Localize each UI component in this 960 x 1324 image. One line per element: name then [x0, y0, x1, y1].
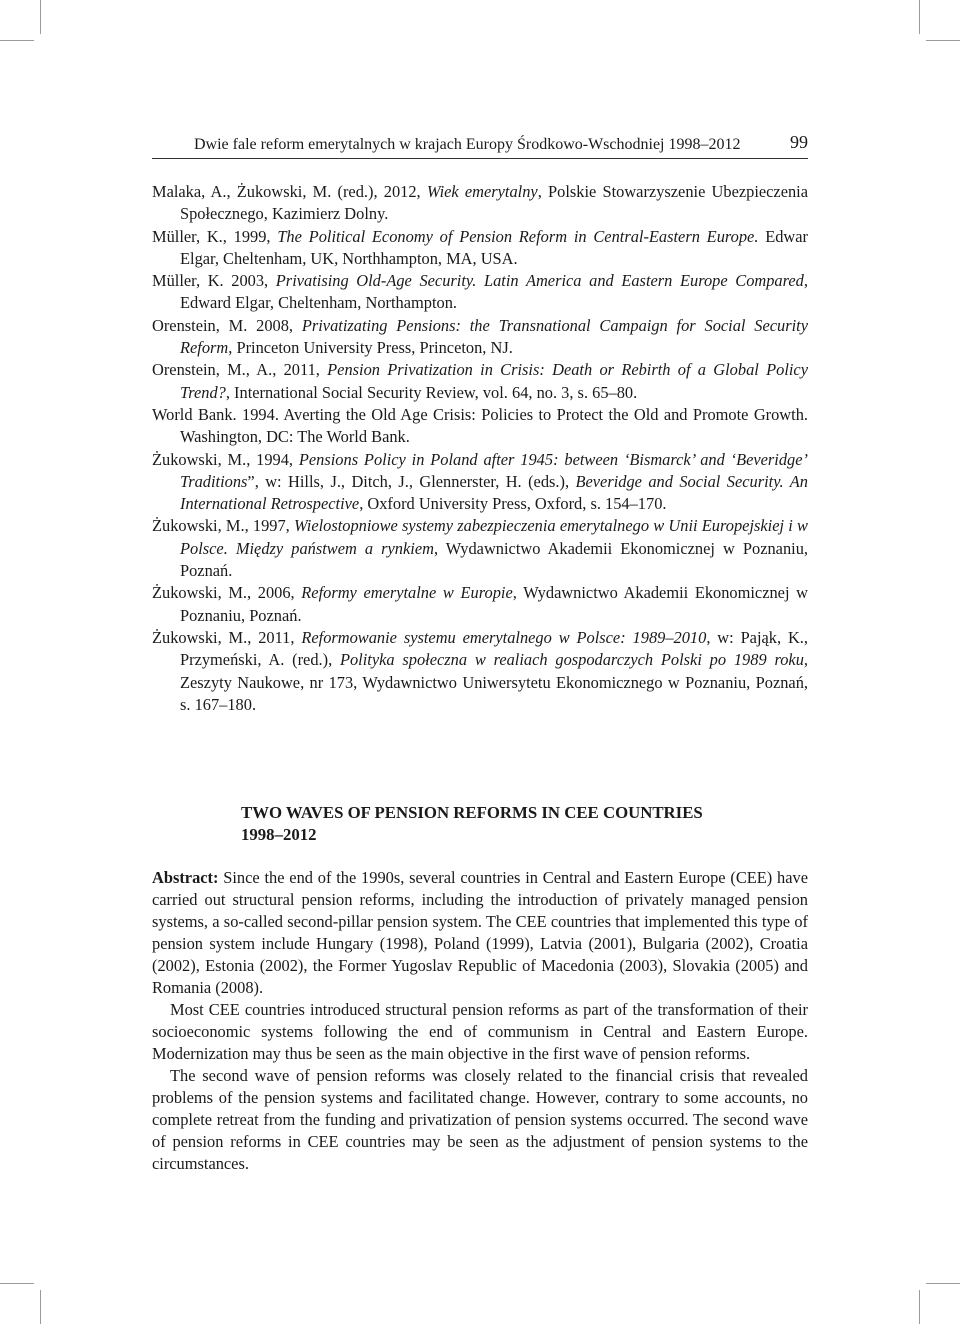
reference-item: Malaka, A., Żukowski, M. (red.), 2012, Wiek emerytalny, Polskie Stowarzyszenie Ubezpieczenia Społecznego, Kazimierz Dolny.	[152, 182, 808, 224]
crop-mark-bottom-right-h	[926, 1283, 960, 1284]
crop-mark-top-left-h	[0, 40, 34, 41]
reference-item: Müller, K., 1999, The Political Economy of Pension Reform in Central-Eastern Europe. Edwar Elgar, Cheltenham, UK, Northhampton, MA, USA.	[152, 226, 808, 268]
crop-mark-bottom-left-h	[0, 1283, 34, 1284]
summary-title-line-1: TWO WAVES OF PENSION REFORMS IN CEE COUNTRIES	[241, 803, 703, 822]
reference-list	[152, 181, 808, 716]
running-title: Dwie fale reform emerytalnych w krajach Europy Środkowo-Wschodniej 1998–2012	[194, 136, 741, 153]
crop-mark-top-left	[40, 0, 41, 34]
page-number: 99	[790, 132, 808, 152]
abstract-paragraph-2: Most CEE countries introduced structural pension reforms as part of the transformation of their socioeconomic systems following the end of communism in Central and Eastern Europe. Modernization may thus be seen as the main objective in the first wave of pension reforms.	[152, 1000, 808, 1063]
crop-mark-bottom-left	[40, 1290, 41, 1324]
summary-title-line-2: 1998–2012	[241, 825, 317, 844]
crop-mark-top-right-h	[926, 40, 960, 41]
reference-item: Żukowski, M., 2011, Reformowanie systemu emerytalnego w Polsce: 1989–2010, w: Pająk, K., Przymeński, A. (red.), Polityka społeczna w realiach gospodarczych Polski po 1989 roku, Zeszyty Naukowe, nr 173, Wydawnictwo Uniwersytetu Ekonomicznego w Poznaniu, Poznań, s. 167–180.	[152, 627, 808, 714]
crop-mark-top-right	[919, 0, 920, 34]
crop-mark-bottom-right	[919, 1290, 920, 1324]
reference-item: Müller, K. 2003, Privatising Old-Age Security. Latin America and Eastern Europe Compared, Edward Elgar, Cheltenham, Northampton.	[152, 271, 808, 313]
summary-title	[241, 802, 801, 846]
abstract-paragraph-3: The second wave of pension reforms was closely related to the financial crisis that revealed problems of the pension systems and facilitated change. However, contrary to some accounts, no complete retreat from the funding and privatization of pension systems occurred. The second wave of pension reforms in CEE countries may be seen as the adjustment of pension systems to the circumstances.	[152, 1066, 808, 1173]
reference-item: Orenstein, M. 2008, Privatizating Pensions: the Transnational Campaign for Social Security Reform, Princeton University Press, Princeton, NJ.	[152, 315, 808, 358]
reference-item: Żukowski, M., 1994, Pensions Policy in Poland after 1945: between ‘Bismarck’ and ‘Beveridge’ Traditions”, w: Hills, J., Ditch, J., Glennerster, H. (eds.), Beveridge and Social Security. An International Retrospective, Oxford University Press, Oxford, s. 154–170.	[152, 449, 808, 514]
abstract-paragraph-1: Abstract: Since the end of the 1990s, several countries in Central and Eastern Europe (CEE) have carried out structural pension reforms, including the introduction of privately managed pension systems, a so-called second-pillar pension system. The CEE countries that implemented this type of pension system include Hungary (1998), Poland (1999), Latvia (2001), Bulgaria (2002), Croatia (2002), Estonia (2002), the Former Yugoslav Republic of Macedonia (2003), Slovakia (2005) and Romania (2008).	[152, 868, 808, 997]
abstract	[152, 867, 808, 1175]
reference-item: Żukowski, M., 1997, Wielostopniowe systemy zabezpieczenia emerytalnego w Unii Europejskiej i w Polsce. Między państwem a rynkiem, Wydawnictwo Akademii Ekonomicznej w Poznaniu, Poznań.	[152, 516, 808, 581]
running-header	[152, 130, 808, 159]
reference-item: Żukowski, M., 2006, Reformy emerytalne w Europie, Wydawnictwo Akademii Ekonomicznej w Poznaniu, Poznań.	[152, 583, 808, 625]
reference-item: World Bank. 1994. Averting the Old Age Crisis: Policies to Protect the Old and Promote Growth. Washington, DC: The World Bank.	[152, 404, 808, 447]
abstract-label: Abstract:	[152, 868, 219, 887]
reference-item: Orenstein, M., A., 2011, Pension Privatization in Crisis: Death or Rebirth of a Global Policy Trend?, International Social Security Review, vol. 64, no. 3, s. 65–80.	[152, 360, 808, 402]
